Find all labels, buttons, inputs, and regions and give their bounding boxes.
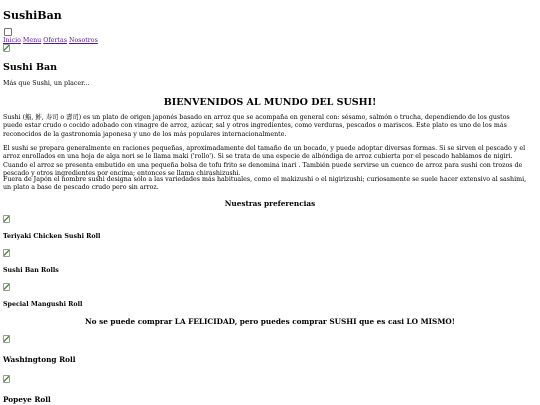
hero-image-icon	[3, 44, 10, 51]
nav-item-menu[interactable]: Menu	[22, 37, 42, 44]
mangushi-image-icon	[3, 283, 10, 290]
preparation-paragraph: El sushi se prepara generalmente en raciones pequeñas, aproximadamente del tamaño de un bocado, y puede adoptar diversas formas. Si se sirven el pescado y el arroz enrollados en una hoja de alga nori se le llama maki ('rollo'). Si se trata de una especie de albóndiga de arroz cubierta por el pescado hablamos de nigiri. Cuando el arroz se presenta embutido en una pequeña bolsa de tofu frito se denomina inari . También puede servirse un cuenco de arroz para sushi con trozos de pescado y otros ingredientes por encima; entonces se llama chirashizushi.	[3, 145, 526, 177]
item-sushiban-rolls: Sushi Ban Rolls	[3, 267, 59, 274]
tagline: Más que Sushi, un placer...	[3, 80, 90, 87]
item-popeye: Popeye Roll	[3, 395, 51, 404]
washingtong-image-icon	[3, 335, 10, 342]
site-title: SushiBan	[3, 9, 62, 22]
page-subtitle: Sushi Ban	[3, 62, 58, 73]
menu-toggle-checkbox[interactable]	[4, 28, 12, 36]
intro-paragraph: Sushi (鮨, 鮓, 寿司 o 壽司) es un plato de origen japonés basado en arroz que se acompaña en general con: sésamo, salmón o trucha, dependiendo de los gustos puede estar crudo o cocido adobado con vinagre de arroz, azúcar, sal y otros ingredientes, como verduras, pescados o mariscos. Este plato es uno de los más reconocidos de la gastronomía japonesa y uno de los más populares internacionalmente.	[3, 114, 510, 138]
item-teriyaki: Teriyaki Chicken Sushi Roll	[3, 233, 101, 240]
teriyaki-image-icon	[3, 215, 10, 222]
nav-item-inicio[interactable]: Inicio	[3, 37, 21, 44]
item-mangushi: Special Mangushi Roll	[3, 301, 83, 308]
slogan-heading: No se puede comprar LA FELICIDAD, pero puedes comprar SUSHI que es casi LO MISMO!	[85, 317, 455, 326]
nav-item-ofertas[interactable]: Ofertas	[43, 37, 67, 44]
welcome-heading: BIENVENIDOS AL MUNDO DEL SUSHI!	[163, 97, 377, 108]
item-washingtong: Washingtong Roll	[3, 355, 76, 364]
preferences-heading: Nuestras preferencias	[224, 199, 316, 208]
outside-japan-paragraph: Fuera de Japón el nombre sushi designa sólo a las variedades más habituales, como el makizushi o el nigirizushi; curiosamente se suele hacer extensivo al sashimi, un plato a base de pescado crudo pero sin arroz.	[3, 176, 527, 192]
main-nav	[3, 37, 100, 44]
sushiban-rolls-image-icon	[3, 249, 10, 256]
nav-item-nosotros[interactable]: Nosotros	[68, 37, 98, 44]
popeye-image-icon	[3, 375, 10, 382]
